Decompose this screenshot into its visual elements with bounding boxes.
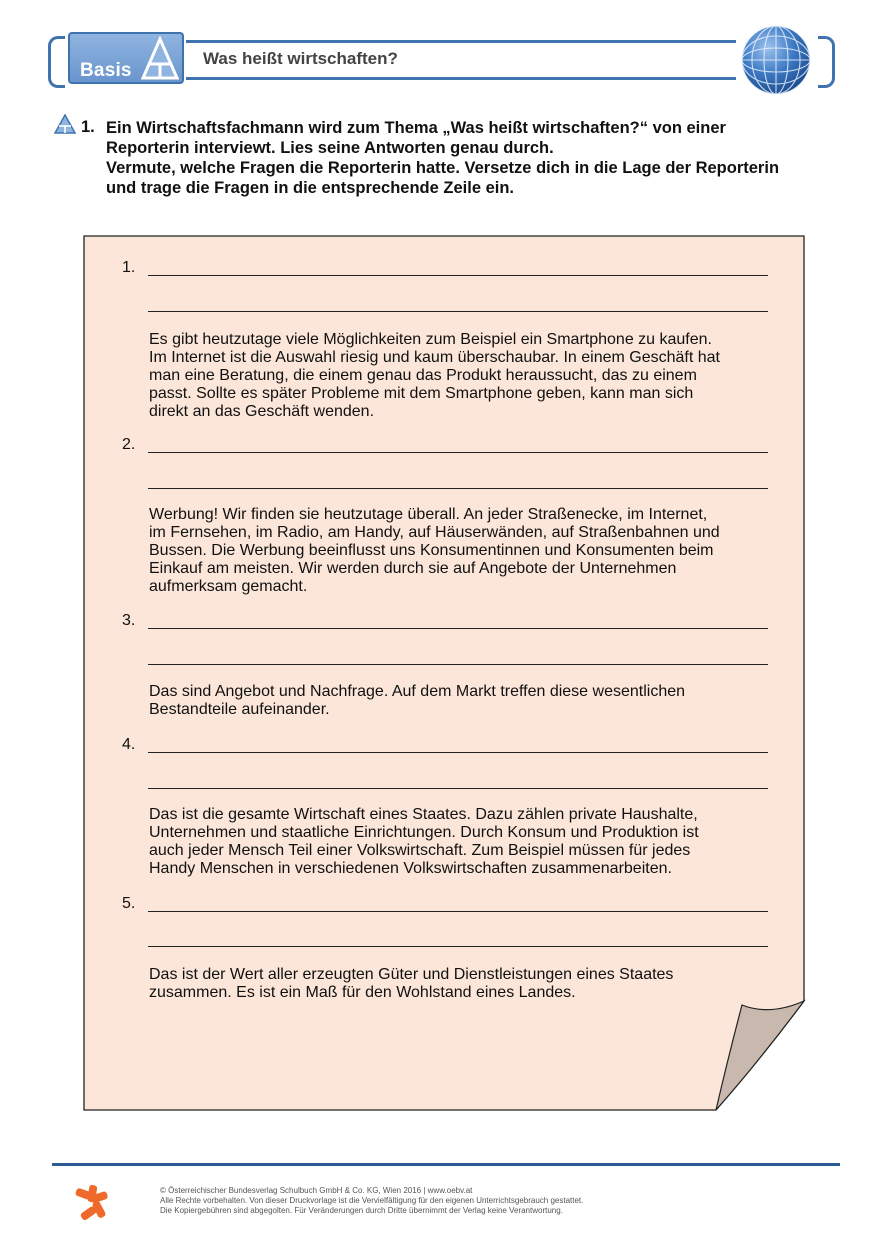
level-badge-label: Basis	[80, 60, 132, 81]
question-answer-line[interactable]	[148, 752, 768, 753]
answer-line: Unternehmen und staatliche Einrichtungen. Durch Konsum und Produktion ist	[149, 824, 699, 841]
question-answer-line[interactable]	[148, 788, 768, 789]
question-answer-line[interactable]	[148, 488, 768, 489]
answer-line: im Fernsehen, im Radio, am Handy, auf Häuserwänden, auf Straßenbahnen und	[149, 524, 720, 541]
expert-answer	[149, 506, 799, 596]
answer-line: Bestandteile aufeinander.	[149, 701, 330, 718]
question-answer-line[interactable]	[148, 911, 768, 912]
question-number: 1.	[122, 259, 136, 276]
answer-line: Im Internet ist die Auswahl riesig und kaum überschaubar. In einem Geschäft hat	[149, 349, 720, 366]
answer-line: Einkauf am meisten. Wir werden durch sie auf Angebote der Unternehmen	[149, 560, 677, 577]
answer-line: zusammen. Es ist ein Maß für den Wohlstand eines Landes.	[149, 984, 576, 1001]
answer-line: Werbung! Wir finden sie heutzutage überall. An jeder Straßenecke, im Internet,	[149, 506, 708, 523]
answer-line: direkt an das Geschäft wenden.	[149, 403, 375, 420]
copyright-notice	[160, 1186, 583, 1216]
question-number: 3.	[122, 612, 136, 629]
expert-answer	[149, 331, 799, 421]
question-answer-line[interactable]	[148, 311, 768, 312]
answer-line: Handy Menschen in verschiedenen Volkswirtschaften zusammenarbeiten.	[149, 860, 672, 877]
answer-line: man eine Beratung, die einem genau das Produkt heraussucht, das zu einem	[149, 367, 697, 384]
expert-answer	[149, 806, 799, 878]
question-answer-line[interactable]	[148, 452, 768, 453]
question-number: 4.	[122, 736, 136, 753]
expert-answer	[149, 966, 799, 1002]
answer-line: Das ist der Wert aller erzeugten Güter und Dienstleistungen eines Staates	[149, 966, 674, 983]
publisher-logo-icon	[72, 1184, 110, 1222]
task-line: und trage die Fragen in die entsprechende Zeile ein.	[106, 179, 515, 197]
answer-line: Das sind Angebot und Nachfrage. Auf dem Markt treffen diese wesentlichen	[149, 683, 686, 700]
footer-line: Die Kopiergebühren sind abgegolten. Für Veränderungen durch Dritte übernimmt der Verlag keine Verantwortung.	[160, 1206, 563, 1215]
answer-line: Es gibt heutzutage viele Möglichkeiten zum Beispiel ein Smartphone zu kaufen.	[149, 331, 712, 348]
answer-line: passt. Sollte es später Probleme mit dem Smartphone geben, kann man sich	[149, 385, 694, 402]
question-answer-line[interactable]	[148, 946, 768, 947]
question-answer-line[interactable]	[148, 275, 768, 276]
page-title: Was heißt wirtschaften?	[203, 49, 398, 68]
question-answer-line[interactable]	[148, 664, 768, 665]
task-number: 1.	[81, 118, 95, 136]
answer-line: aufmerksam gemacht.	[149, 578, 308, 595]
footer-line: © Österreichischer Bundesverlag Schulbuch GmbH & Co. KG, Wien 2016 | www.oebv.at	[160, 1186, 473, 1195]
answer-line: Bussen. Die Werbung beeinflusst uns Konsumentinnen und Konsumenten beim	[149, 542, 714, 559]
question-number: 5.	[122, 895, 136, 912]
footer-line: Alle Rechte vorbehalten. Von dieser Druckvorlage ist die Vervielfältigung für den eigenen Unterrichtsgebrauch gestattet.	[160, 1196, 584, 1205]
task-line: Vermute, welche Fragen die Reporterin hatte. Versetze dich in die Lage der Reporterin	[106, 159, 780, 177]
expert-answer	[149, 683, 799, 719]
question-answer-line[interactable]	[148, 628, 768, 629]
task-line: Reporterin interviewt. Lies seine Antworten genau durch.	[106, 139, 554, 157]
question-number: 2.	[122, 436, 136, 453]
footer-rule	[52, 1163, 840, 1166]
answer-line: Das ist die gesamte Wirtschaft eines Staates. Dazu zählen private Haushalte,	[149, 806, 698, 823]
answer-line: auch jeder Mensch Teil einer Volkswirtschaft. Zum Beispiel müssen für jedes	[149, 842, 691, 859]
task-line: Ein Wirtschaftsfachmann wird zum Thema „Was heißt wirtschaften?“ von einer	[106, 119, 726, 137]
